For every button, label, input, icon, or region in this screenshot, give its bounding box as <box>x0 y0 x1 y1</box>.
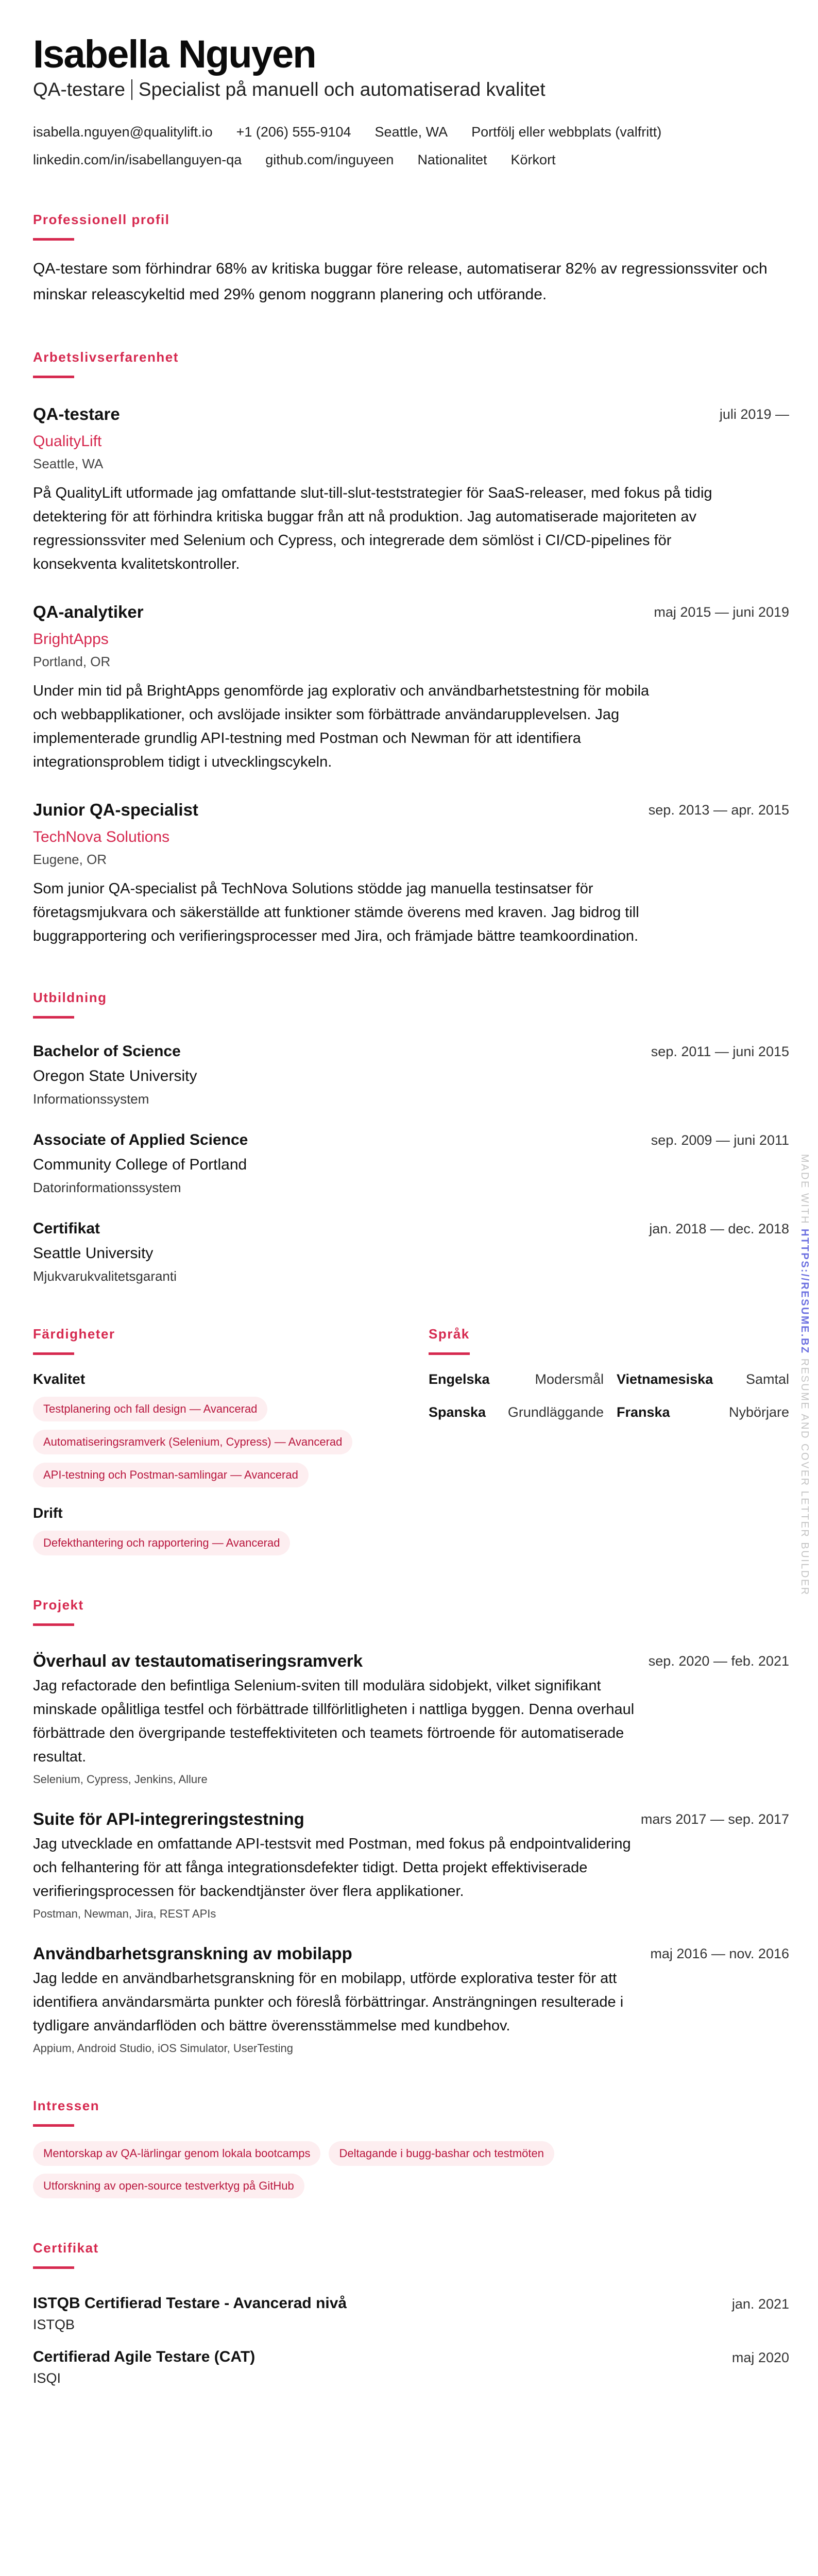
projects-section <box>33 1597 789 2056</box>
language-name: Engelska <box>429 1371 490 1387</box>
section-underline <box>33 238 74 241</box>
contact-github[interactable]: github.com/inguyeen <box>265 152 394 167</box>
field-of-study: Datorinformationssystem <box>33 1180 181 1195</box>
section-heading: Certifikat <box>33 2240 99 2256</box>
experience-item <box>33 800 789 948</box>
education-section <box>33 989 789 1284</box>
project-tags: Appium, Android Studio, iOS Simulator, UserTesting <box>33 2042 294 2055</box>
skill-chip: Testplanering och fall design — Avancerad <box>33 1397 267 1421</box>
watermark-prefix: MADE WITH <box>799 1154 810 1225</box>
headline <box>33 77 789 102</box>
contact-phone[interactable]: +1 (206) 555-9104 <box>236 124 351 140</box>
school: Seattle University <box>33 1245 154 1262</box>
contact-portfolio[interactable]: Portfölj eller webbplats (valfritt) <box>471 124 662 140</box>
school: Oregon State University <box>33 1067 197 1084</box>
language-level: Nybörjare <box>728 1404 789 1420</box>
education-item <box>33 1042 789 1107</box>
experience-item <box>33 602 789 774</box>
certificate-item <box>33 2347 789 2386</box>
school: Community College of Portland <box>33 1156 247 1173</box>
profile-text: QA-testare som förhindrar 68% av kritiska buggar före release, automatiserar 82% av regressionssviter och minskar releascykeltid med 29% genom noggrann planering och utförande. <box>33 260 768 303</box>
field-of-study: Mjukvarukvalitetsgaranti <box>33 1268 177 1284</box>
contact-email[interactable]: isabella.nguyen@qualitylift.io <box>33 124 213 140</box>
certificate-issuer: ISTQB <box>33 2317 75 2332</box>
position-title: QA-analytiker <box>33 602 144 621</box>
language-name: Franska <box>617 1404 670 1420</box>
contact-location: Seattle, WA <box>374 124 448 140</box>
section-heading: Färdigheter <box>33 1326 115 1342</box>
project-description: Jag utvecklade en omfattande API-testsvit med Postman, med fokus på endpointvalidering och felhantering för att fånga integrationsdefekter tidigt. Detta projekt effektiviserade verifieringsprocessen för backendtjänster över flera applikationer. <box>33 1836 631 1900</box>
contact-license: Körkort <box>510 152 556 167</box>
interest-chip: Mentorskap av QA-lärlingar genom lokala bootcamps <box>33 2141 320 2166</box>
section-heading: Språk <box>429 1326 470 1342</box>
watermark-link[interactable]: HTTPS://RESUME.BZ <box>799 1229 810 1354</box>
company-name: QualityLift <box>33 433 102 450</box>
position-title: QA-testare <box>33 404 120 423</box>
project-dates: mars 2017 — sep. 2017 <box>640 1811 789 1827</box>
project-description: Jag ledde en användbarhetsgranskning för en mobilapp, utförde explorativa tester för att identifiera användarsmärta punkter och föreslå förbättringar. Ansträngningen resulterade i tydligare användarflöden och bättre överensstämmelse med kundbehov. <box>33 1970 624 2034</box>
watermark-suffix: RESUME AND COVER LETTER BUILDER <box>799 1358 810 1596</box>
education-dates: jan. 2018 — dec. 2018 <box>649 1221 789 1236</box>
skill-group-title: Drift <box>33 1505 63 1521</box>
position-title: Junior QA-specialist <box>33 800 198 819</box>
education-dates: sep. 2009 — juni 2011 <box>651 1132 789 1148</box>
section-heading: Arbetslivserfarenhet <box>33 349 179 365</box>
job-location: Eugene, OR <box>33 852 107 867</box>
education-item <box>33 1131 789 1196</box>
language-level: Modersmål <box>535 1371 604 1387</box>
project-tags: Postman, Newman, Jira, REST APIs <box>33 1907 216 1920</box>
job-dates: juli 2019 — <box>719 406 789 422</box>
skill-chip-list <box>33 1531 394 1555</box>
section-underline <box>33 1016 74 1019</box>
section-heading: Utbildning <box>33 990 107 1005</box>
project-item <box>33 1943 789 2056</box>
language-grid <box>429 1370 789 1421</box>
job-title: QA-testare <box>33 79 125 100</box>
language-level: Grundläggande <box>507 1404 604 1420</box>
job-location: Seattle, WA <box>33 456 104 471</box>
candidate-name: Isabella Nguyen <box>33 32 316 76</box>
headline-divider <box>131 79 132 100</box>
language-level: Samtal <box>745 1371 789 1387</box>
project-title: Suite för API-integreringstestning <box>33 1809 304 1828</box>
degree: Certifikat <box>33 1220 100 1237</box>
project-tags: Selenium, Cypress, Jenkins, Allure <box>33 1773 208 1786</box>
interest-chip-list <box>33 2141 682 2198</box>
degree: Bachelor of Science <box>33 1043 181 1060</box>
skill-chip-list <box>33 1397 394 1487</box>
section-heading: Professionell profil <box>33 212 170 227</box>
section-underline <box>429 1352 470 1355</box>
section-underline <box>33 1623 74 1626</box>
section-underline <box>33 1352 74 1355</box>
skill-chip: Automatiseringsramverk (Selenium, Cypress) — Avancerad <box>33 1430 352 1454</box>
resume-page <box>33 0 789 2407</box>
certificate-title: ISTQB Certifierad Testare - Avancerad nivå <box>33 2295 347 2312</box>
languages-section <box>429 1326 789 1555</box>
experience-item <box>33 404 789 576</box>
job-description: På QualityLift utformade jag omfattande slut-till-slut-teststrategier för SaaS-releaser, med fokus på tidig detektering för att förhindra kritiska buggar från att nå produktion. Jag automatiserade majoriteten av regressionssviter med Selenium och Cypress, och integrerade dem sömlöst i CI/CD-pipelines för konsekventa kvalitetskontroller. <box>33 485 712 572</box>
section-underline <box>33 2124 74 2127</box>
project-dates: sep. 2020 — feb. 2021 <box>648 1653 789 1669</box>
education-dates: sep. 2011 — juni 2015 <box>651 1044 789 1059</box>
section-underline <box>33 376 74 378</box>
skill-chip: Defekthantering och rapportering — Avancerad <box>33 1531 290 1555</box>
certificate-issuer: ISQI <box>33 2370 61 2386</box>
interests-section <box>33 2097 789 2198</box>
education-item <box>33 1219 789 1284</box>
language-name: Spanska <box>429 1404 486 1420</box>
job-dates: maj 2015 — juni 2019 <box>654 604 789 620</box>
project-title: Användbarhetsgranskning av mobilapp <box>33 1944 352 1963</box>
skill-group-title: Kvalitet <box>33 1371 86 1387</box>
degree: Associate of Applied Science <box>33 1131 248 1148</box>
field-of-study: Informationssystem <box>33 1091 149 1107</box>
job-location: Portland, OR <box>33 654 111 669</box>
contact-linkedin[interactable]: linkedin.com/in/isabellanguyen-qa <box>33 152 242 167</box>
project-dates: maj 2016 — nov. 2016 <box>650 1946 789 1961</box>
job-dates: sep. 2013 — apr. 2015 <box>648 802 789 818</box>
certificates-section <box>33 2240 789 2386</box>
skills-section <box>33 1326 429 1555</box>
watermark <box>798 1154 810 1596</box>
language-name: Vietnamesiska <box>617 1371 713 1387</box>
job-description: Under min tid på BrightApps genomförde jag explorativ och användbarhetstestning för mobila och webbapplikationer, och avslöjade insikter som förbättrade användarupplevelsen. Jag implementerade grundlig API-testning med Postman och Newman för att identifiera integrationsproblem tidigt i utvecklingscykeln. <box>33 683 650 770</box>
headline-text: Specialist på manuell och automatiserad kvalitet <box>138 79 546 100</box>
section-underline <box>33 2266 74 2269</box>
interest-chip: Utforskning av open-source testverktyg på GitHub <box>33 2174 304 2198</box>
certificate-title: Certifierad Agile Testare (CAT) <box>33 2348 255 2365</box>
contact-list <box>33 122 764 170</box>
project-item <box>33 1809 789 1922</box>
project-item <box>33 1651 789 1787</box>
contact-nationality: Nationalitet <box>417 152 487 167</box>
section-heading: Projekt <box>33 1597 84 1613</box>
project-description: Jag refactorade den befintliga Selenium-sviten till modulära sidobjekt, vilket signifikant minskade opålitliga testfel och förbättrade tillförlitligheten i nattliga byggen. Denna overhaul förbättrade den övergripande testeffektiviteten och teamets förtroende för automatiserade resultat. <box>33 1677 635 1765</box>
job-description: Som junior QA-specialist på TechNova Solutions stödde jag manuella testinsatser för företagsmjukvara och säkerställde att funktioner stämde överens med kraven. Jag bidrog till buggrapportering och verifieringsprocesser med Jira, och främjade bättre teamkoordination. <box>33 880 639 944</box>
certificate-date: maj 2020 <box>731 2350 789 2365</box>
resume-header <box>33 33 789 170</box>
skills-languages-row <box>33 1326 789 1555</box>
certificate-item <box>33 2294 789 2333</box>
certificate-date: jan. 2021 <box>731 2296 789 2312</box>
skill-chip: API-testning och Postman-samlingar — Avancerad <box>33 1463 309 1487</box>
section-heading: Intressen <box>33 2098 100 2113</box>
interest-chip: Deltagande i bugg-bashar och testmöten <box>329 2141 554 2166</box>
experience-section <box>33 349 789 948</box>
project-title: Överhaul av testautomatiseringsramverk <box>33 1651 363 1670</box>
company-name: TechNova Solutions <box>33 828 170 845</box>
profile-section <box>33 211 789 308</box>
company-name: BrightApps <box>33 631 109 648</box>
